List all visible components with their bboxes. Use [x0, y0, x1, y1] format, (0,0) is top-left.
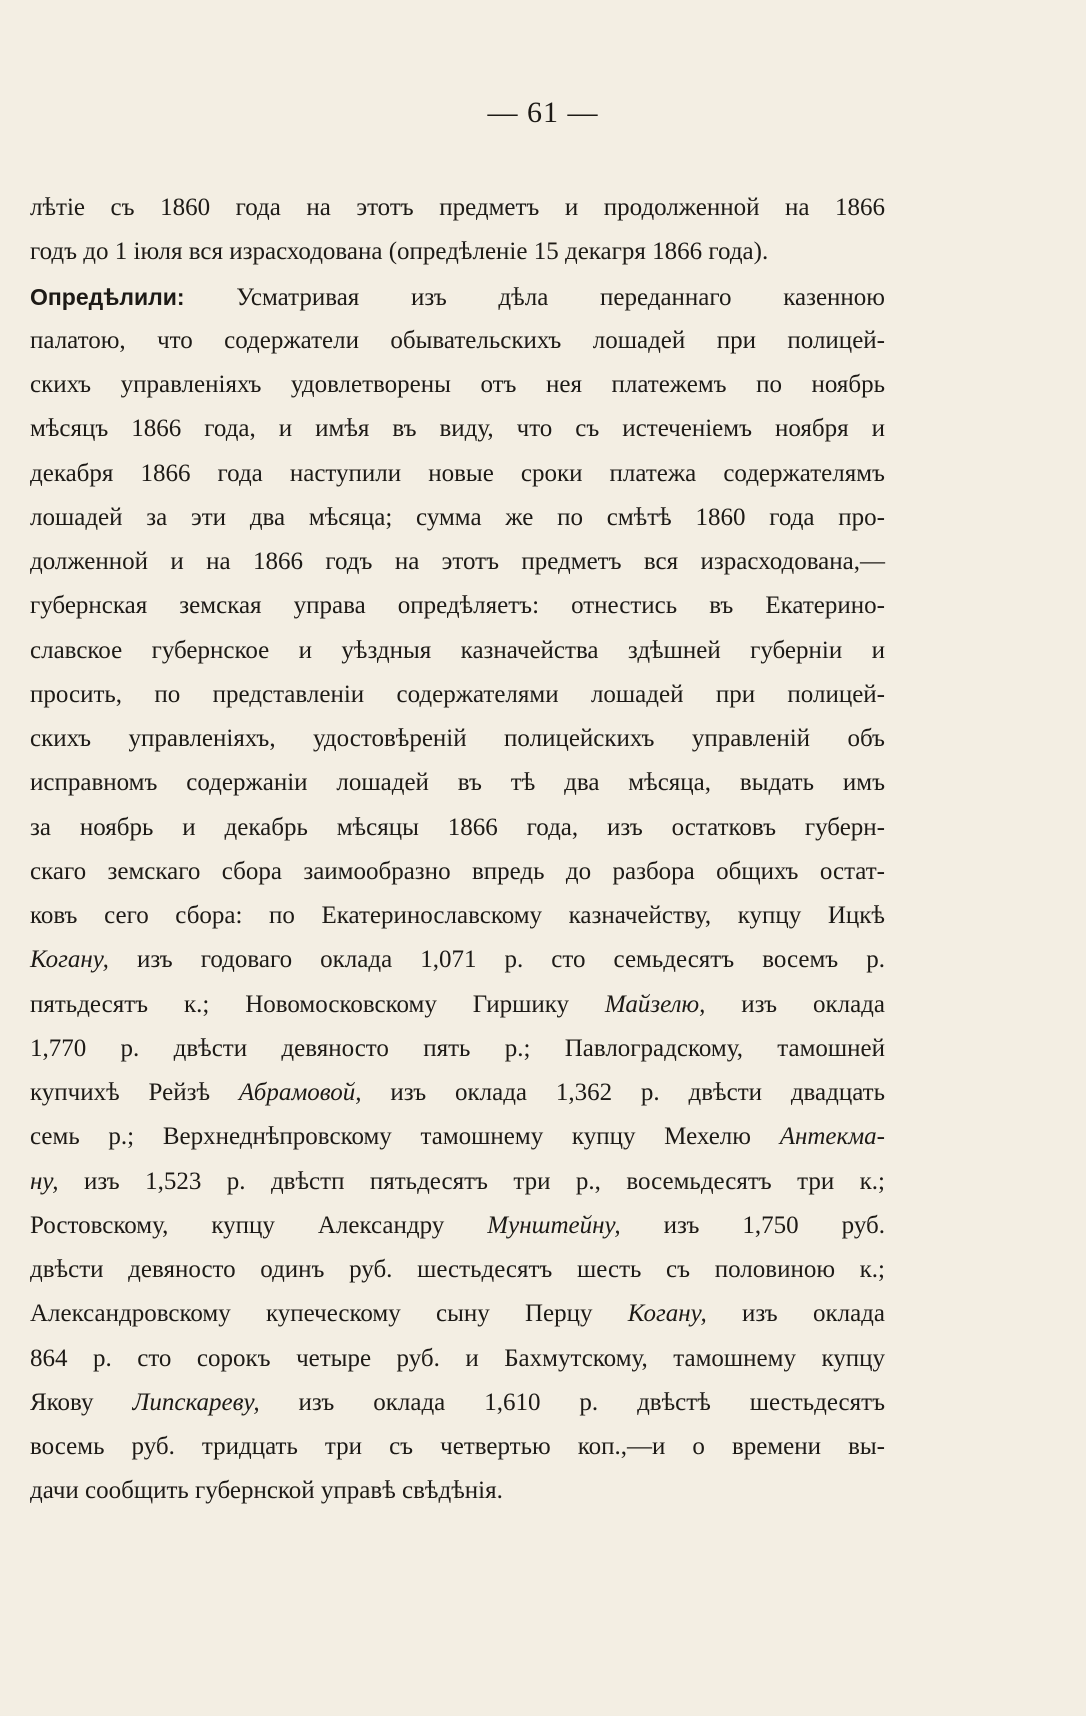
text-line — [30, 1469, 885, 1513]
text-segment: палатою, что содержатели обывательскихъ лошадей при полицей- — [30, 326, 885, 354]
text-segment: изъ оклада 1,362 р. двѣсти двадцать — [361, 1079, 885, 1106]
text-segment: Александровскому купеческому сыну Перцу — [30, 1300, 628, 1328]
text-segment: 1,770 р. двѣсти девяносто пять р.; Павлоградскому, тамошней — [30, 1034, 885, 1062]
text-segment: просить, по представленіи содержателями лошадей при полицей- — [30, 680, 885, 708]
text-segment: изъ 1,523 р. двѣстп пятьдесятъ три р., восемьдесятъ три к.; — [58, 1167, 885, 1195]
text-segment: скихъ управленіяхъ удовлетворены отъ нея платежемъ по ноябрь — [30, 371, 885, 398]
text-line — [30, 1425, 885, 1469]
text-segment: семь р.; Верхнеднѣпровскому тамошнему купцу Мехелю — [30, 1123, 780, 1151]
text-segment: за ноябрь и декабрь мѣсяцы 1866 года, изъ остатковъ губерн- — [30, 813, 885, 841]
text-line — [30, 1115, 885, 1159]
body-text — [30, 186, 885, 1514]
page-number: — 61 — — [487, 96, 599, 129]
surname: ну, — [30, 1167, 59, 1195]
text-line — [30, 584, 885, 628]
surname: Абрамовой, — [238, 1079, 362, 1106]
text-segment: восемь руб. тридцать три съ четвертью коп.,—и о времени вы- — [30, 1433, 885, 1460]
text-segment: двѣсти девяносто одинъ руб. шестьдесятъ шесть съ половиною к.; — [30, 1256, 885, 1283]
text-line — [30, 806, 885, 850]
text-line — [30, 275, 885, 319]
text-line — [30, 1337, 885, 1381]
text-segment: годъ до 1 іюля вся израсходована (опредѣленіе 15 декагря 1866 года). — [30, 238, 769, 266]
surname: Антекма- — [779, 1123, 885, 1151]
text-segment: славское губернское и уѣздныя казначейства здѣшней губерніи и — [30, 636, 885, 664]
text-line — [30, 761, 885, 805]
text-line — [30, 452, 885, 496]
text-line — [30, 363, 885, 407]
text-segment: лошадей за эти два мѣсяца; сумма же по смѣтѣ 1860 года про- — [30, 503, 885, 531]
text-segment: 864 р. сто сорокъ четыре руб. и Бахмутскому, тамошнему купцу — [30, 1344, 885, 1372]
surname: Липскареву, — [132, 1388, 260, 1416]
text-line — [30, 1071, 885, 1115]
text-line — [30, 629, 885, 673]
text-line — [30, 540, 885, 584]
text-segment: изъ 1,750 руб. — [620, 1211, 885, 1239]
text-line — [30, 496, 885, 540]
text-segment: скаго земскаго сбора заимообразно впредь до разбора общихъ остат- — [30, 857, 885, 885]
surname: Мунштейну, — [487, 1211, 621, 1239]
text-line — [30, 1381, 885, 1425]
text-line — [30, 894, 885, 938]
text-line — [30, 1292, 885, 1336]
text-segment: скихъ управленіяхъ, удостовѣреній полицейскихъ управленій объ — [30, 725, 885, 752]
text-segment: Ростовскому, купцу Александру — [30, 1211, 488, 1239]
text-segment: ковъ сего сбора: по Екатеринославскому казначейству, купцу Ицкѣ — [30, 902, 885, 929]
text-segment: изъ оклада — [705, 990, 885, 1018]
text-line — [30, 717, 885, 761]
text-line — [30, 319, 885, 363]
text-segment: долженной и на 1866 годъ на этотъ предметъ вся израсходована,— — [30, 548, 885, 575]
text-segment: изъ годоваго оклада 1,071 р. сто семьдесятъ восемъ р. — [108, 946, 885, 974]
text-segment: изъ оклада — [706, 1300, 885, 1328]
text-segment: Якову — [30, 1388, 133, 1416]
surname: Когану, — [627, 1300, 707, 1328]
text-segment: лѣтіе съ 1860 года на этотъ предметъ и продолженной на 1866 — [30, 194, 885, 221]
text-segment: Усматривая изъ дѣла переданнаго казенною — [184, 283, 885, 311]
text-line — [30, 1160, 885, 1204]
text-segment: мѣсяцъ 1866 года, и имѣя въ виду, что съ истеченіемъ ноября и — [30, 415, 885, 443]
text-segment: губернская земская управа опредѣляетъ: отнестись въ Екатерино- — [30, 592, 885, 620]
text-line — [30, 938, 885, 982]
text-segment: изъ оклада 1,610 р. двѣстѣ шестьдесятъ — [259, 1388, 885, 1416]
section-heading: Опредѣлили: — [30, 283, 185, 310]
text-segment: пятьдесятъ к.; Новомосковскому Гиршику — [30, 990, 605, 1018]
text-line — [30, 1248, 885, 1292]
text-line — [30, 230, 885, 274]
surname: Когану, — [30, 946, 109, 974]
text-line — [30, 983, 885, 1027]
text-segment: декабря 1866 года наступили новые сроки платежа содержателямъ — [30, 459, 885, 487]
text-segment: купчихѣ Рейзѣ — [30, 1079, 239, 1106]
text-line — [30, 1027, 885, 1071]
text-line — [30, 1204, 885, 1248]
text-line — [30, 407, 885, 451]
text-line — [30, 673, 885, 717]
surname: Майзелю, — [604, 990, 706, 1018]
text-segment: исправномъ содержаніи лошадей въ тѣ два мѣсяца, выдать имъ — [30, 769, 885, 797]
text-line — [30, 186, 885, 230]
text-line — [30, 850, 885, 894]
text-segment: дачи сообщить губернской управѣ свѣдѣнія. — [30, 1477, 503, 1505]
